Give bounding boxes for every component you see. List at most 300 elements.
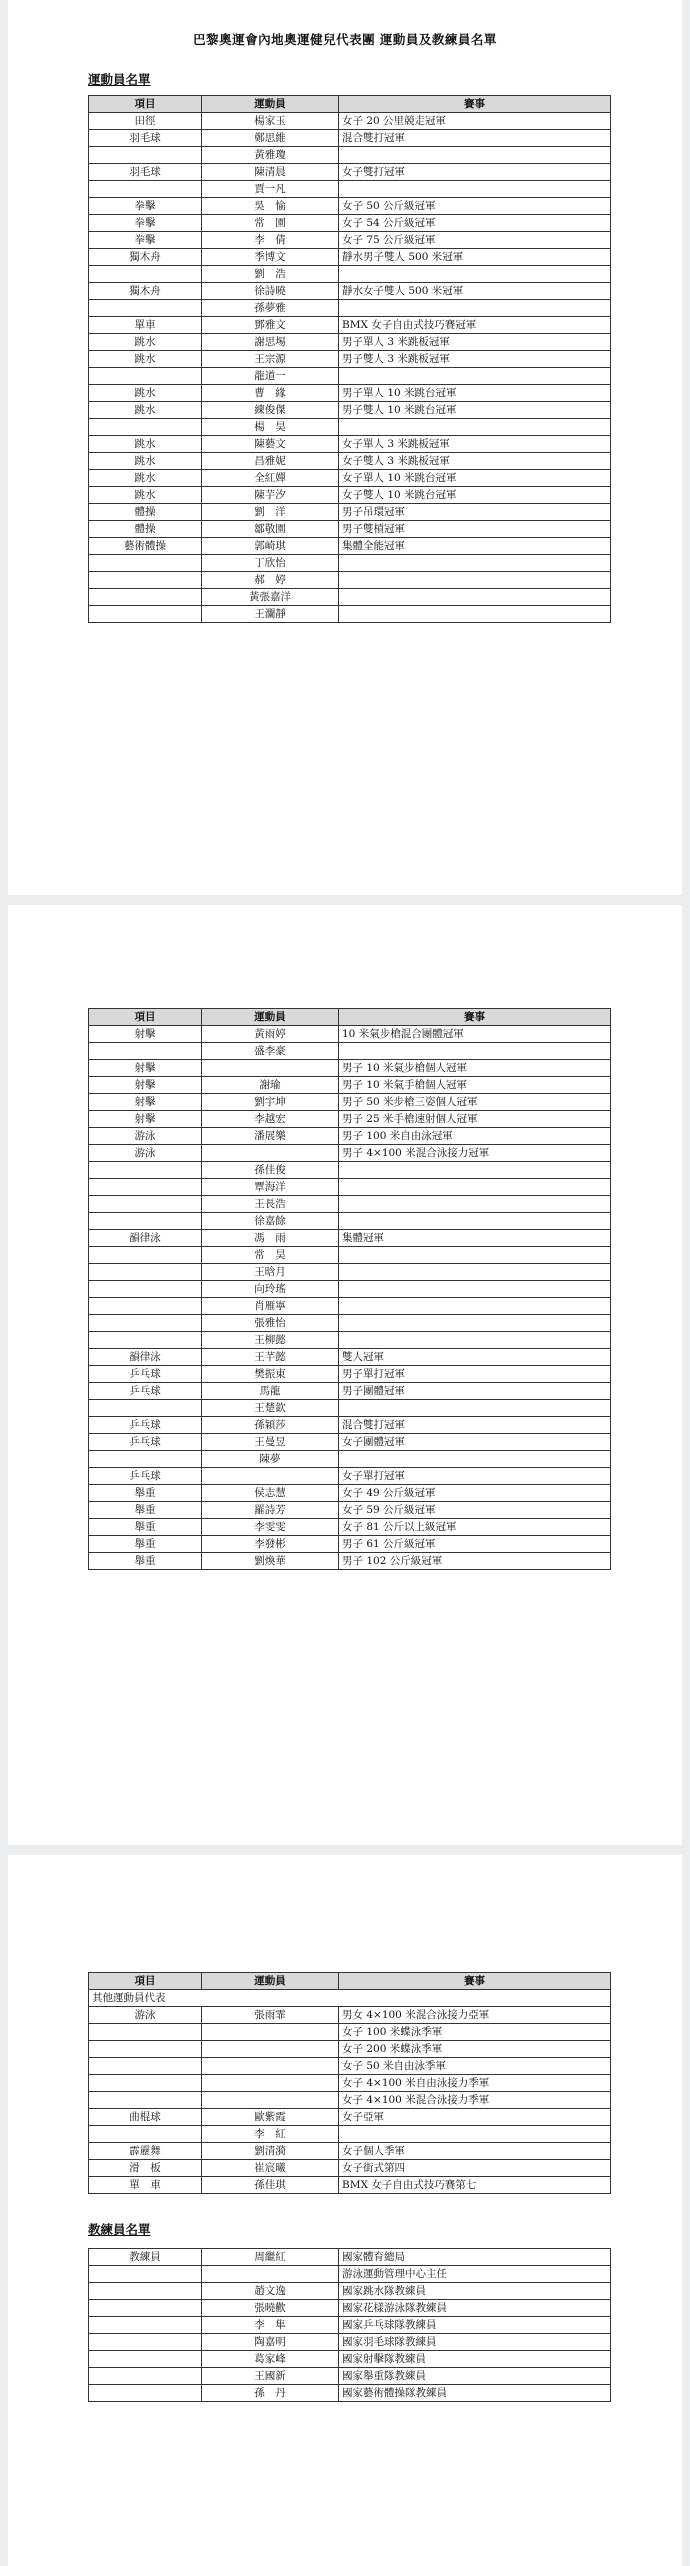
event-cell: 男子團體冠軍: [339, 1383, 611, 1400]
event-cell: 女子 50 米自由泳季軍: [339, 2058, 611, 2075]
sport-cell: 游泳: [89, 1145, 202, 1162]
sport-cell: 跳水: [89, 487, 202, 504]
coach-department-cell: 游泳運動管理中心主任: [339, 2266, 611, 2283]
event-cell: 女子 59 公斤級冠軍: [339, 1502, 611, 1519]
sport-cell: 獨木舟: [89, 283, 202, 300]
event-cell: 集體冠軍: [339, 1230, 611, 1247]
coach-name-cell: 葛家峰: [202, 2351, 339, 2368]
sport-cell: [89, 1332, 202, 1349]
table-row: [89, 368, 611, 385]
athlete-cell: 王柳懿: [202, 1332, 339, 1349]
sport-cell: [89, 589, 202, 606]
sport-cell: [89, 1179, 202, 1196]
header-event: 賽事: [339, 96, 611, 113]
coach-role-cell: [89, 2334, 202, 2351]
athlete-cell: 楊家玉: [202, 113, 339, 130]
table-row: [89, 1315, 611, 1332]
athlete-cell: [202, 1468, 339, 1485]
event-cell: [339, 368, 611, 385]
table-row: [89, 2385, 611, 2402]
event-cell: [339, 555, 611, 572]
event-cell: 男子 25 米手槍速射個人冠軍: [339, 1111, 611, 1128]
athlete-cell: 吳 愉: [202, 198, 339, 215]
athlete-cell: 張雅怡: [202, 1315, 339, 1332]
event-cell: [339, 1196, 611, 1213]
coach-name-cell: 周繼紅: [202, 2249, 339, 2266]
table-row: [89, 2249, 611, 2266]
table-row: [89, 2075, 611, 2092]
athlete-cell: 覃海洋: [202, 1179, 339, 1196]
coach-list-heading: 教練員名單: [88, 2222, 151, 2237]
athlete-cell: 練俊傑: [202, 402, 339, 419]
sport-cell: 跳水: [89, 470, 202, 487]
coach-role-cell: [89, 2266, 202, 2283]
sport-cell: 跳水: [89, 351, 202, 368]
sport-cell: [89, 606, 202, 623]
sport-cell: 單 車: [89, 2177, 202, 2194]
event-cell: 女子 200 米蝶泳季軍: [339, 2041, 611, 2058]
coach-role-cell: [89, 2385, 202, 2402]
table-row: [89, 1502, 611, 1519]
athlete-cell: 丁欣怡: [202, 555, 339, 572]
athlete-cell: 王宗源: [202, 351, 339, 368]
athlete-cell: 賈一凡: [202, 181, 339, 198]
event-cell: 男子吊環冠軍: [339, 504, 611, 521]
event-cell: [339, 1162, 611, 1179]
table-row: [89, 1298, 611, 1315]
header-event: 賽事: [339, 1009, 611, 1026]
athlete-cell: [202, 2041, 339, 2058]
sport-cell: [89, 1264, 202, 1281]
table-row: [89, 589, 611, 606]
table-row: [89, 453, 611, 470]
table-row: [89, 300, 611, 317]
coach-department-cell: 國家舉重隊教練員: [339, 2368, 611, 2385]
sport-cell: 韻律泳: [89, 1230, 202, 1247]
table-row: [89, 1111, 611, 1128]
athlete-cell: 李雯雯: [202, 1519, 339, 1536]
athlete-cell: 劉 洋: [202, 504, 339, 521]
athlete-cell: [202, 1060, 339, 1077]
sport-cell: 舉重: [89, 1485, 202, 1502]
document-title: 巴黎奧運會內地奧運健兒代表團 運動員及教練員名單: [193, 32, 497, 47]
coach-name-cell: 趙文逸: [202, 2283, 339, 2300]
coach-department-cell: 國家乒乓球隊教練員: [339, 2317, 611, 2334]
header-athlete: 運動員: [202, 1973, 339, 1990]
table-row: [89, 2351, 611, 2368]
athlete-cell: 王長浩: [202, 1196, 339, 1213]
event-cell: [339, 572, 611, 589]
sport-cell: 游泳: [89, 1128, 202, 1145]
event-cell: [339, 1043, 611, 1060]
event-cell: [339, 606, 611, 623]
event-cell: 女子 4×100 米自由泳接力季軍: [339, 2075, 611, 2092]
athlete-cell: 黃雅瓊: [202, 147, 339, 164]
event-cell: 男子雙槓冠軍: [339, 521, 611, 538]
athlete-cell: [202, 1145, 339, 1162]
event-cell: 男子 102 公斤級冠軍: [339, 1553, 611, 1570]
sport-cell: [89, 266, 202, 283]
athlete-cell: 陳夢: [202, 1451, 339, 1468]
table-row: [89, 2177, 611, 2194]
event-cell: 男女 4×100 米混合泳接力亞軍: [339, 2007, 611, 2024]
table-row: [89, 538, 611, 555]
table-row: [89, 2058, 611, 2075]
event-cell: 女子單人 3 米跳板冠軍: [339, 436, 611, 453]
table-row: [89, 2143, 611, 2160]
sport-cell: 拳擊: [89, 232, 202, 249]
sport-cell: [89, 1162, 202, 1179]
event-cell: 混合雙打冠軍: [339, 130, 611, 147]
sport-cell: [89, 419, 202, 436]
event-cell: BMX 女子自由式技巧賽冠軍: [339, 317, 611, 334]
event-cell: 女子雙打冠軍: [339, 164, 611, 181]
athlete-cell: 王楚欽: [202, 1400, 339, 1417]
event-cell: 女子個人季軍: [339, 2143, 611, 2160]
event-cell: [339, 1298, 611, 1315]
coach-department-cell: 國家跳水隊教練員: [339, 2283, 611, 2300]
event-cell: [339, 589, 611, 606]
athlete-cell: 王瀾靜: [202, 606, 339, 623]
table-row: [89, 419, 611, 436]
header-athlete: 運動員: [202, 1009, 339, 1026]
sport-cell: [89, 555, 202, 572]
event-cell: 女子雙人 3 米跳板冠軍: [339, 453, 611, 470]
event-cell: [339, 2126, 611, 2143]
table-row: [89, 1094, 611, 1111]
event-cell: [339, 1315, 611, 1332]
athlete-cell: 盛李豪: [202, 1043, 339, 1060]
sport-cell: 射擊: [89, 1094, 202, 1111]
sport-cell: 射擊: [89, 1026, 202, 1043]
coach-role-cell: [89, 2300, 202, 2317]
sport-cell: 體操: [89, 521, 202, 538]
athlete-cell: 侯志慧: [202, 1485, 339, 1502]
sport-cell: 滑 板: [89, 2160, 202, 2177]
athlete-cell: 徐嘉餘: [202, 1213, 339, 1230]
athlete-cell: 李 紅: [202, 2126, 339, 2143]
sport-cell: [89, 1213, 202, 1230]
athlete-cell: 孫穎莎: [202, 1417, 339, 1434]
athlete-cell: 龍道一: [202, 368, 339, 385]
athlete-cell: 曹 緣: [202, 385, 339, 402]
sport-cell: 舉重: [89, 1536, 202, 1553]
coach-role-cell: [89, 2317, 202, 2334]
athlete-cell: 李發彬: [202, 1536, 339, 1553]
sport-cell: 乒乓球: [89, 1468, 202, 1485]
table-row: [89, 266, 611, 283]
table-row: [89, 249, 611, 266]
sport-cell: [89, 1247, 202, 1264]
table-row: [89, 2300, 611, 2317]
sport-cell: 跳水: [89, 385, 202, 402]
athlete-cell: 陳藝文: [202, 436, 339, 453]
event-cell: 女子 20 公里競走冠軍: [339, 113, 611, 130]
event-cell: [339, 300, 611, 317]
athlete-cell: 劉宇坤: [202, 1094, 339, 1111]
athlete-cell: 楊 昊: [202, 419, 339, 436]
sport-cell: 舉重: [89, 1502, 202, 1519]
table-row: [89, 232, 611, 249]
event-cell: 男子 10 米氣手槍個人冠軍: [339, 1077, 611, 1094]
athlete-cell: 孫夢雅: [202, 300, 339, 317]
event-cell: 男子單打冠軍: [339, 1366, 611, 1383]
event-cell: [339, 419, 611, 436]
athlete-table-2: [88, 1008, 611, 1570]
coach-department-cell: 國家體育總局: [339, 2249, 611, 2266]
table-row: [89, 1281, 611, 1298]
sport-cell: [89, 2126, 202, 2143]
athlete-cell: 歐紫霞: [202, 2109, 339, 2126]
coach-name-cell: 陶嘉明: [202, 2334, 339, 2351]
table-row: [89, 130, 611, 147]
athlete-cell: 謝瑜: [202, 1077, 339, 1094]
table-row: [89, 215, 611, 232]
table-row: [89, 436, 611, 453]
coach-department-cell: 國家射擊隊教練員: [339, 2351, 611, 2368]
athlete-cell: 郭崎琪: [202, 538, 339, 555]
sport-cell: [89, 1400, 202, 1417]
event-cell: [339, 1247, 611, 1264]
other-athletes-label: 其他運動員代表: [89, 1990, 611, 2007]
header-athlete: 運動員: [202, 96, 339, 113]
table-row: [89, 2024, 611, 2041]
document-page-3: [8, 1855, 682, 2566]
event-cell: 女子單打冠軍: [339, 1468, 611, 1485]
athlete-list-heading: 運動員名單: [88, 72, 151, 87]
table-row: [89, 1434, 611, 1451]
athlete-cell: 李 倩: [202, 232, 339, 249]
table-row: [89, 1400, 611, 1417]
sport-cell: 乒乓球: [89, 1383, 202, 1400]
athlete-cell: 常 園: [202, 215, 339, 232]
event-cell: [339, 1179, 611, 1196]
event-cell: [339, 1281, 611, 1298]
table-row: [89, 1417, 611, 1434]
event-cell: 靜水男子雙人 500 米冠軍: [339, 249, 611, 266]
table-row: [89, 147, 611, 164]
coach-name-cell: 王國新: [202, 2368, 339, 2385]
athlete-cell: 孫佳俊: [202, 1162, 339, 1179]
athlete-cell: [202, 2024, 339, 2041]
table-row: [89, 2334, 611, 2351]
event-cell: 10 米氣步槍混合團體冠軍: [339, 1026, 611, 1043]
event-cell: 女子 75 公斤級冠軍: [339, 232, 611, 249]
table-row: [89, 351, 611, 368]
sport-cell: 射擊: [89, 1060, 202, 1077]
sport-cell: [89, 181, 202, 198]
table-row: [89, 2092, 611, 2109]
athlete-cell: 全紅嬋: [202, 470, 339, 487]
table-header-row: [89, 96, 611, 113]
header-sport: 項目: [89, 1009, 202, 1026]
table-row: [89, 198, 611, 215]
event-cell: 女子 100 米蝶泳季軍: [339, 2024, 611, 2041]
event-cell: 靜水女子雙人 500 米冠軍: [339, 283, 611, 300]
athlete-cell: 張雨霏: [202, 2007, 339, 2024]
sport-cell: 跳水: [89, 436, 202, 453]
sport-cell: [89, 1196, 202, 1213]
event-cell: 男子 50 米步槍三姿個人冠軍: [339, 1094, 611, 1111]
event-cell: 男子 10 米氣步槍個人冠軍: [339, 1060, 611, 1077]
event-cell: 女子 4×100 米混合泳接力季軍: [339, 2092, 611, 2109]
event-cell: 男子單人 3 米跳板冠軍: [339, 334, 611, 351]
event-cell: BMX 女子自由式技巧賽第七: [339, 2177, 611, 2194]
event-cell: 女子街式第四: [339, 2160, 611, 2177]
sport-cell: 田徑: [89, 113, 202, 130]
coach-role-cell: [89, 2368, 202, 2385]
event-cell: 女子 81 公斤以上級冠軍: [339, 1519, 611, 1536]
athlete-cell: 馮 雨: [202, 1230, 339, 1247]
athlete-cell: [202, 2058, 339, 2075]
table-row: [89, 1230, 611, 1247]
sport-cell: 乒乓球: [89, 1434, 202, 1451]
table-row: [89, 606, 611, 623]
table-row: [89, 283, 611, 300]
table-row: [89, 164, 611, 181]
coach-department-cell: 國家花樣游泳隊教練員: [339, 2300, 611, 2317]
sport-cell: 拳擊: [89, 215, 202, 232]
table-row: [89, 1536, 611, 1553]
sport-cell: 拳擊: [89, 198, 202, 215]
athlete-cell: 樊振東: [202, 1366, 339, 1383]
athlete-table-1: [88, 95, 611, 623]
table-row: [89, 385, 611, 402]
table-row: [89, 1077, 611, 1094]
document-page-2: [8, 905, 682, 1845]
sport-cell: [89, 1298, 202, 1315]
table-row: [89, 572, 611, 589]
event-cell: 男子雙人 3 米跳板冠軍: [339, 351, 611, 368]
table-row: [89, 402, 611, 419]
table-row: [89, 1468, 611, 1485]
sport-cell: [89, 572, 202, 589]
table-row: [89, 1128, 611, 1145]
athlete-cell: 劉 浩: [202, 266, 339, 283]
athlete-cell: 徐詩曉: [202, 283, 339, 300]
athlete-cell: 鄒敬園: [202, 521, 339, 538]
athlete-cell: 肖雁寧: [202, 1298, 339, 1315]
coach-name-cell: [202, 2266, 339, 2283]
header-sport: 項目: [89, 1973, 202, 1990]
header-sport: 項目: [89, 96, 202, 113]
sport-cell: 乒乓球: [89, 1366, 202, 1383]
table-row: [89, 1196, 611, 1213]
athlete-cell: 陳清晨: [202, 164, 339, 181]
athlete-cell: 崔宸曦: [202, 2160, 339, 2177]
header-event: 賽事: [339, 1973, 611, 1990]
table-row: [89, 2266, 611, 2283]
event-cell: 混合雙打冠軍: [339, 1417, 611, 1434]
coach-role-cell: 教練員: [89, 2249, 202, 2266]
table-row: [89, 504, 611, 521]
table-row: [89, 2368, 611, 2385]
event-cell: 男子 61 公斤級冠軍: [339, 1536, 611, 1553]
table-header-row: [89, 1009, 611, 1026]
athlete-cell: 鄧雅文: [202, 317, 339, 334]
sport-cell: 霹靂舞: [89, 2143, 202, 2160]
coach-name-cell: 李 隼: [202, 2317, 339, 2334]
sport-cell: 獨木舟: [89, 249, 202, 266]
event-cell: 女子團體冠軍: [339, 1434, 611, 1451]
table-row: [89, 1553, 611, 1570]
table-row: [89, 1383, 611, 1400]
event-cell: [339, 1451, 611, 1468]
sport-cell: 跳水: [89, 402, 202, 419]
table-row: [89, 1332, 611, 1349]
event-cell: 男子 100 米自由泳冠軍: [339, 1128, 611, 1145]
table-row: [89, 2283, 611, 2300]
athlete-table-3: [88, 1972, 611, 2194]
athlete-cell: 王曼昱: [202, 1434, 339, 1451]
athlete-cell: [202, 2092, 339, 2109]
sport-cell: 曲棍球: [89, 2109, 202, 2126]
other-athletes-row: [89, 1990, 611, 2007]
sport-cell: 跳水: [89, 334, 202, 351]
coach-name-cell: 張曉歡: [202, 2300, 339, 2317]
sport-cell: 射擊: [89, 1077, 202, 1094]
table-row: [89, 1162, 611, 1179]
athlete-cell: 王芊懿: [202, 1349, 339, 1366]
athlete-cell: 陳芋汐: [202, 487, 339, 504]
athlete-cell: 季博文: [202, 249, 339, 266]
event-cell: 男子雙人 10 米跳台冠軍: [339, 402, 611, 419]
document-page-1: [8, 0, 682, 895]
coach-name-cell: 孫 丹: [202, 2385, 339, 2402]
athlete-cell: 常 昊: [202, 1247, 339, 1264]
table-row: [89, 2109, 611, 2126]
event-cell: 女子 54 公斤級冠軍: [339, 215, 611, 232]
event-cell: 女子 49 公斤級冠軍: [339, 1485, 611, 1502]
sport-cell: [89, 2075, 202, 2092]
table-row: [89, 1264, 611, 1281]
table-row: [89, 1026, 611, 1043]
sport-cell: [89, 1315, 202, 1332]
table-row: [89, 2160, 611, 2177]
sport-cell: 游泳: [89, 2007, 202, 2024]
table-row: [89, 1366, 611, 1383]
table-row: [89, 1179, 611, 1196]
event-cell: 雙人冠軍: [339, 1349, 611, 1366]
event-cell: [339, 1400, 611, 1417]
athlete-cell: 馬龍: [202, 1383, 339, 1400]
table-row: [89, 181, 611, 198]
event-cell: 男子 4×100 米混合泳接力冠軍: [339, 1145, 611, 1162]
table-row: [89, 1213, 611, 1230]
table-row: [89, 1247, 611, 1264]
sport-cell: 單車: [89, 317, 202, 334]
table-row: [89, 334, 611, 351]
sport-cell: 體操: [89, 504, 202, 521]
table-row: [89, 521, 611, 538]
athlete-cell: 黃張嘉洋: [202, 589, 339, 606]
table-row: [89, 113, 611, 130]
table-row: [89, 487, 611, 504]
sport-cell: 藝術體操: [89, 538, 202, 555]
athlete-cell: 黃雨婷: [202, 1026, 339, 1043]
athlete-cell: 郝 婷: [202, 572, 339, 589]
sport-cell: 舉重: [89, 1519, 202, 1536]
sport-cell: [89, 368, 202, 385]
athlete-cell: 李越宏: [202, 1111, 339, 1128]
coach-department-cell: 國家羽毛球隊教練員: [339, 2334, 611, 2351]
athlete-cell: 向玲瑤: [202, 1281, 339, 1298]
sport-cell: [89, 2058, 202, 2075]
sport-cell: [89, 1043, 202, 1060]
athlete-cell: 謝思埸: [202, 334, 339, 351]
sport-cell: [89, 2041, 202, 2058]
athlete-cell: 劉煥華: [202, 1553, 339, 1570]
